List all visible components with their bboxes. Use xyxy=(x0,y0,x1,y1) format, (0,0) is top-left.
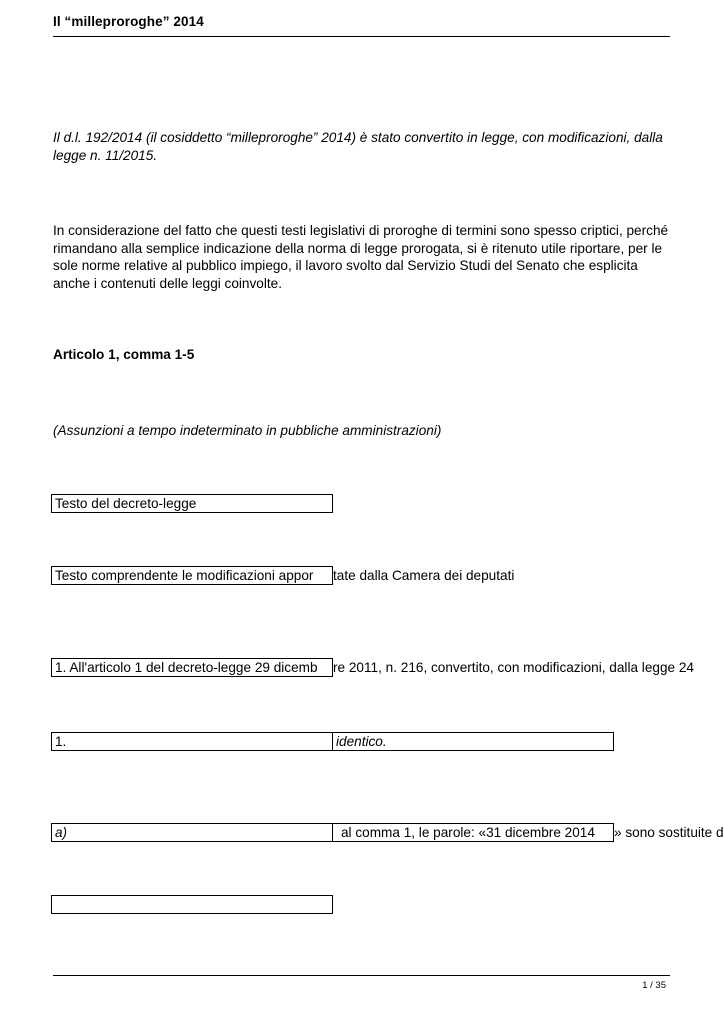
table-cell-row1: 1. All'articolo 1 del decreto-legge 29 dicemb xyxy=(51,658,333,677)
table-cell-row3-left: a) xyxy=(51,823,333,842)
table-cell-row3-overflow: » sono sostituite d xyxy=(614,825,724,840)
table-cell-modified-header-overflow: tate dalla Camera dei deputati xyxy=(333,568,515,583)
table-cell-row2-right: identico. xyxy=(332,732,614,751)
explanation-paragraph: In considerazione del fatto che questi testi legislativi di proroghe di termini sono spesso criptici, perché rimandano alla semplice indicazione della norma di legge prorogata, si è ritenuto utile riportare, per le sole norme relative al pubblico impiego, il lavoro svolto dal Servizio Studi del Senato che esplicita anche i contenuti delle leggi coinvolte. xyxy=(53,223,669,291)
footer-rule xyxy=(53,975,670,976)
table-cell-row2-left: 1. xyxy=(51,732,333,751)
table-cell-modified-header: Testo comprendente le modificazioni appor xyxy=(51,566,333,585)
article-subtitle: (Assunzioni a tempo indeterminato in pubbliche amministrazioni) xyxy=(53,423,442,438)
intro-paragraph: Il d.l. 192/2014 (il cosiddetto “milleproroghe” 2014) è stato convertito in legge, con modificazioni, dalla legge n. 11/2015. xyxy=(53,130,663,163)
page-number: 1 / 35 xyxy=(642,980,666,991)
article-heading: Articolo 1, comma 1-5 xyxy=(53,347,195,362)
table-cell-row4-left xyxy=(51,895,333,914)
table-cell-decreto-header: Testo del decreto-legge xyxy=(51,494,333,513)
table-cell-row3-right: al comma 1, le parole: «31 dicembre 2014 xyxy=(332,823,614,842)
header-rule xyxy=(53,36,670,37)
document-header-title: Il “milleproroghe” 2014 xyxy=(53,14,204,29)
table-cell-row1-overflow: re 2011, n. 216, convertito, con modificazioni, dalla legge 24 xyxy=(333,660,694,675)
